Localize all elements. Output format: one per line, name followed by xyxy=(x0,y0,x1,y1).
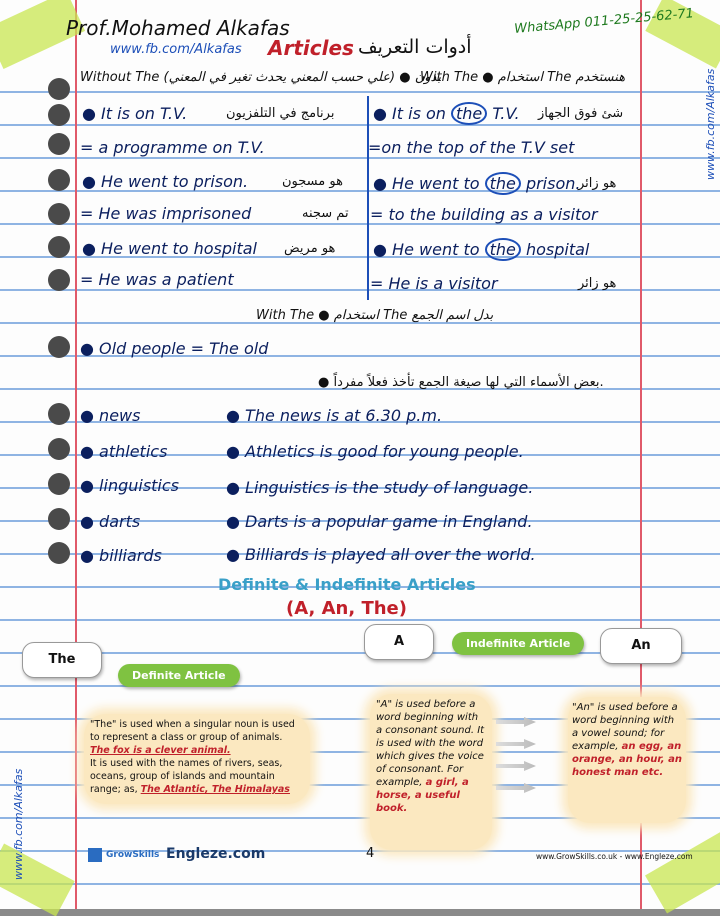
definite-note: "The" is used when a singular noun is used to represent a class or group of animals. The fox is a clever animal. It is used with the names of rivers, seas, oceans, group of islands and mountain range; as, The Atlantic, The Himalayas xyxy=(84,714,310,804)
noun-item: ● linguistics xyxy=(80,476,180,495)
binder-hole xyxy=(48,269,70,291)
noun-sentence: ● Billiards is played all over the world. xyxy=(226,545,536,564)
an-box: An xyxy=(600,628,682,664)
row-left-arabic: هو مسجون xyxy=(282,174,343,189)
rule-plural-the: With The ● استخدام The بدل اسم الجمع xyxy=(256,308,494,323)
binder-hole xyxy=(48,104,70,126)
the-circled: the xyxy=(485,238,521,261)
arrows-decoration xyxy=(496,705,536,805)
page-title-arabic: أدوات التعريف xyxy=(358,36,472,58)
engleze-brand: Engleze.com xyxy=(166,846,266,862)
binder-hole xyxy=(48,438,70,460)
the-box: The xyxy=(22,642,102,678)
row-right: = to the building as a visitor xyxy=(370,205,598,224)
binder-hole xyxy=(48,236,70,258)
binder-hole xyxy=(48,403,70,425)
the-circled: the xyxy=(451,102,487,125)
page-title: Articles xyxy=(268,36,354,60)
old-people-example: ● Old people = The old xyxy=(80,339,269,358)
row-left: ● He went to hospital xyxy=(82,239,257,258)
rule-with-the: With The ● استخدام The هنستخدم xyxy=(420,70,626,85)
noun-sentence: ● Linguistics is the study of language. xyxy=(226,478,534,497)
row-left-arabic: تم سجنه xyxy=(302,206,349,221)
row-right: ● He went to the prison. xyxy=(373,174,581,193)
row-left-arabic: هو مريض xyxy=(284,241,336,256)
column-divider xyxy=(367,96,369,300)
binder-hole xyxy=(48,133,70,155)
rule-plural-form-singular-verb: .بعض الأسماء التي لها صيغة الجمع تأخذ فعلاً مفرداً ● xyxy=(318,375,604,390)
an-note: "An" is used before a word beginning with a vowel sound; for example, an egg, an orange, an hour, an honest man etc. xyxy=(568,697,686,823)
row-right: ● He went to the hospital xyxy=(373,240,590,259)
a-note: "A" is used before a word beginning with a consonant sound. It is used with the word which gives the voice of consonant. For example, a girl, a horse, a useful book. xyxy=(370,694,492,850)
author-name: Prof.Mohamed Alkafas xyxy=(66,16,290,40)
side-facebook-right: www.fb.com/Alkafas xyxy=(704,68,717,180)
facebook-link[interactable]: www.fb.com/Alkafas xyxy=(110,42,242,57)
noun-sentence: ● Athletics is good for young people. xyxy=(226,442,524,461)
growskills-brand: GrowSkills xyxy=(106,850,160,860)
binder-hole xyxy=(48,78,70,100)
section-title: Definite & Indefinite Articles xyxy=(218,575,476,594)
row-left: ● He went to prison. xyxy=(82,172,249,191)
rule-without-the: Without The بدون ● (علي حسب المعني يحدث تغير في المعني) xyxy=(80,70,441,85)
whatsapp-number: WhatsApp 011-25-25-62-71 xyxy=(513,6,695,37)
binder-hole xyxy=(48,542,70,564)
row-left-arabic: برنامج في التلفزيون xyxy=(226,106,335,121)
noun-item: ● billiards xyxy=(80,546,162,565)
binder-hole xyxy=(48,473,70,495)
side-facebook-left: www.fb.com/Alkafas xyxy=(12,768,25,880)
row-right: ● It is on the T.V. xyxy=(373,104,520,123)
page-number: 4 xyxy=(366,846,375,861)
margin-line-left xyxy=(75,0,77,909)
row-right-arabic: هو زائر xyxy=(578,276,617,291)
noun-item: ● news xyxy=(80,406,141,425)
the-circled: the xyxy=(485,172,521,195)
growskills-logo-icon xyxy=(88,848,102,862)
binder-hole xyxy=(48,336,70,358)
row-left: = He was a patient xyxy=(80,270,234,289)
binder-hole xyxy=(48,169,70,191)
row-right-arabic: هو زائر xyxy=(578,176,617,191)
binder-hole xyxy=(48,508,70,530)
row-left: = a programme on T.V. xyxy=(80,138,265,157)
noun-item: ● athletics xyxy=(80,442,168,461)
section-subtitle: (A, An, The) xyxy=(286,598,407,619)
binder-hole xyxy=(48,203,70,225)
row-left: = He was imprisoned xyxy=(80,204,252,223)
row-right: = He is a visitor xyxy=(370,274,498,293)
a-box: A xyxy=(364,624,434,660)
definite-article-label: Definite Article xyxy=(118,664,240,687)
noun-sentence: ● The news is at 6.30 p.m. xyxy=(226,406,443,425)
row-right-arabic: شئ فوق الجهاز xyxy=(538,106,624,121)
noun-item: ● darts xyxy=(80,512,141,531)
row-left: ● It is on T.V. xyxy=(82,104,188,123)
row-right: =on the top of the T.V set xyxy=(368,138,575,157)
noun-sentence: ● Darts is a popular game in England. xyxy=(226,512,533,531)
footer-urls: www.GrowSkills.co.uk - www.Engleze.com xyxy=(536,852,693,861)
indefinite-article-label: Indefinite Article xyxy=(452,632,584,655)
tape-bottom-right xyxy=(645,830,720,913)
